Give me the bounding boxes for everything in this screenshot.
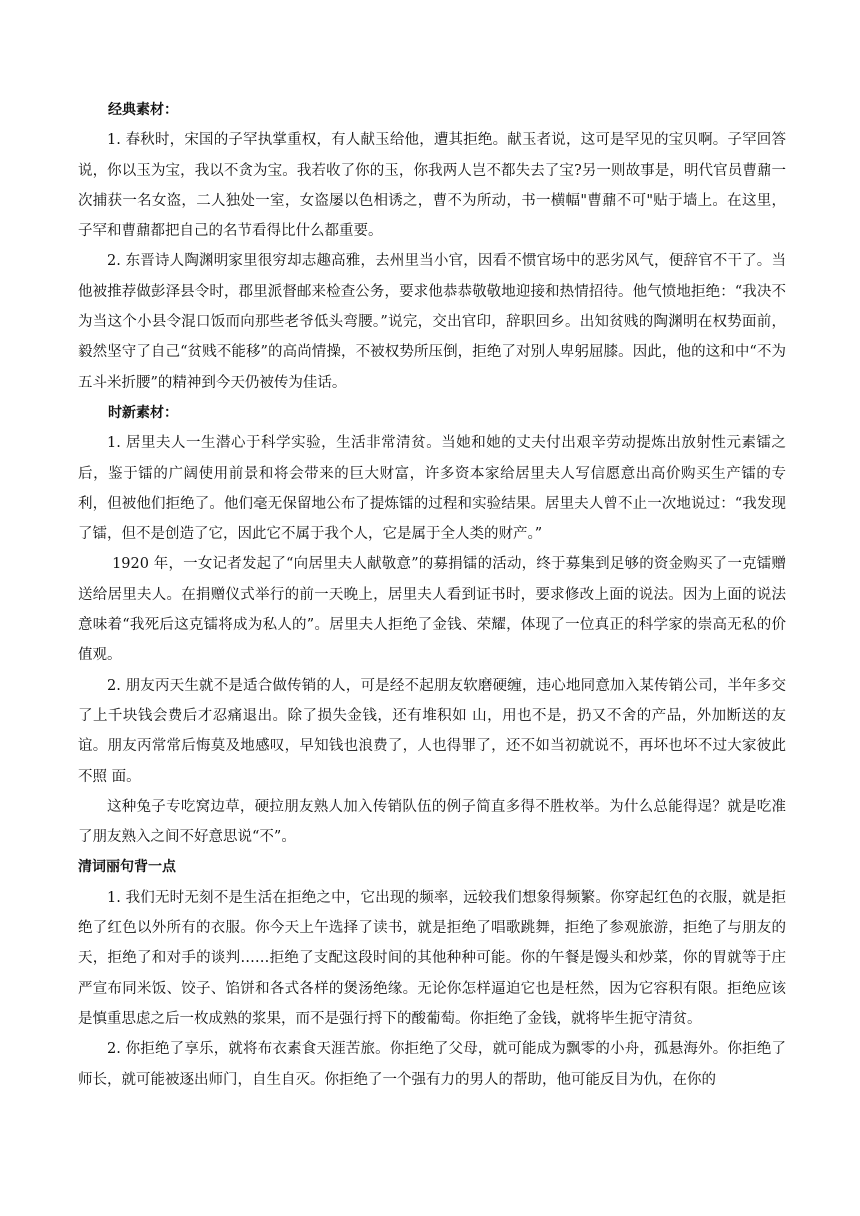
document-page <box>78 95 786 1095</box>
paragraph: 1. 居里夫人一生潜心于科学实验，生活非常清贫。当她和她的丈夫付出艰辛劳动提炼出放射性元素镭之后，鉴于镭的广阔使用前景和将会带来的巨大财富，许多资本家给居里夫人写信愿意出高价购买生产镭的专利，但被他们拒绝了。他们毫无保留地公布了提炼镭的过程和实验结果。居里夫人曾不止一次地说过：“我发现了镭，但不是创造了它，因此它不属于我个人，它是属于全人类的财产。” <box>78 435 786 543</box>
section-heading-phrases: 清词丽句背一点 <box>78 859 176 876</box>
paragraph: 2. 你拒绝了享乐，就将布衣素食天涯苦旅。你拒绝了父母，就可能成为飘零的小舟，孤悬海外。你拒绝了师长，就可能被逐出师门，自生自灭。你拒绝了一个强有力的男人的帮助，他可能反目为仇，在你的 <box>78 1041 786 1088</box>
paragraph: 这种兔子专吃窝边草，硬拉朋友熟人加入传销队伍的例子简直多得不胜枚举。为什么总能得逞？就是吃准了朋友熟入之间不好意思说“不”。 <box>78 798 786 846</box>
paragraph: 2. 朋友丙天生就不是适合做传销的人，可是经不起朋友软磨硬缠，违心地同意加入某传销公司，半年多交了上千块钱会费后才忍痛退出。除了损失金钱，还有堆积如 山，用也不是，扔又不舍的产品，外加断送的友谊。朋友丙常常后悔莫及地感叹，早知钱也浪费了，人也得罪了，还不如当初就说不，再坏也坏不过大家彼此不照 面。 <box>78 677 786 785</box>
paragraph: 1. 春秋时，宋国的子罕执掌重权，有人献玉给他，遭其拒绝。献玉者说，这可是罕见的宝贝啊。子罕回答说，你以玉为宝，我以不贪为宝。我若收了你的玉，你我两人岂不都失去了宝?另一则故事是，明代官员曹鼐一次捕获一名女盗，二人独处一室，女盗屡以色相诱之，曹不为所动，书一横幅"曹鼐不可"贴于墙上。在这里，子罕和曹鼐都把自己的名节看得比什么都重要。 <box>78 132 786 240</box>
paragraph: 1. 我们无时无刻不是生活在拒绝之中，它出现的频率，远较我们想象得频繁。你穿起红色的衣服，就是拒绝了红色以外所有的衣服。你今天上午选择了读书，就是拒绝了唱歌跳舞，拒绝了参观旅游，拒绝了与朋友的天，拒绝了和对手的谈判……拒绝了支配这段时间的其他种种可能。你的午餐是馒头和炒菜，你的胃就等于庄严宣布同米饭、饺子、馅饼和各式各样的煲汤绝缘。无论你怎样逼迫它也是枉然，因为它容积有限。拒绝应该是慎重思虑之后一枚成熟的浆果，而不是强行捋下的酸葡萄。你拒绝了金钱，就将毕生扼守清贫。 <box>78 889 786 1027</box>
paragraph: 2. 东晋诗人陶渊明家里很穷却志趣高雅，去州里当小官，因看不惯官场中的恶劣风气，便辞官不干了。当他被推荐做彭泽县令时，郡里派督邮来检查公务，要求他恭恭敬敬地迎接和热情招待。他气愤地拒绝：“我决不为当这个小县令混口饭而向那些老爷低头弯腰。”说完，交出官印，辞职回乡。出知贫贱的陶渊明在权势面前，毅然坚守了自己“贫贱不能移”的高尚情操，不被权势所压倒，拒绝了对别人卑躬屈膝。因此，他的这和中“不为五斗米折腰”的精神到今天仍被传为佳话。 <box>78 253 786 391</box>
paragraph: 1920 年，一女记者发起了“向居里夫人献敬意”的募捐镭的活动，终于募集到足够的资金购买了一克镭赠送给居里夫人。在捐赠仪式举行的前一天晚上，居里夫人看到证书时，要求修改上面的说法。因为上面的说法意味着“我死后这克镭将成为私人的”。居里夫人拒绝了金钱、荣耀，体现了一位真正的科学家的崇高无私的价值观。 <box>78 556 786 664</box>
section-heading-new: 时新素材： <box>108 404 178 421</box>
section-heading-classic: 经典素材： <box>108 102 178 118</box>
